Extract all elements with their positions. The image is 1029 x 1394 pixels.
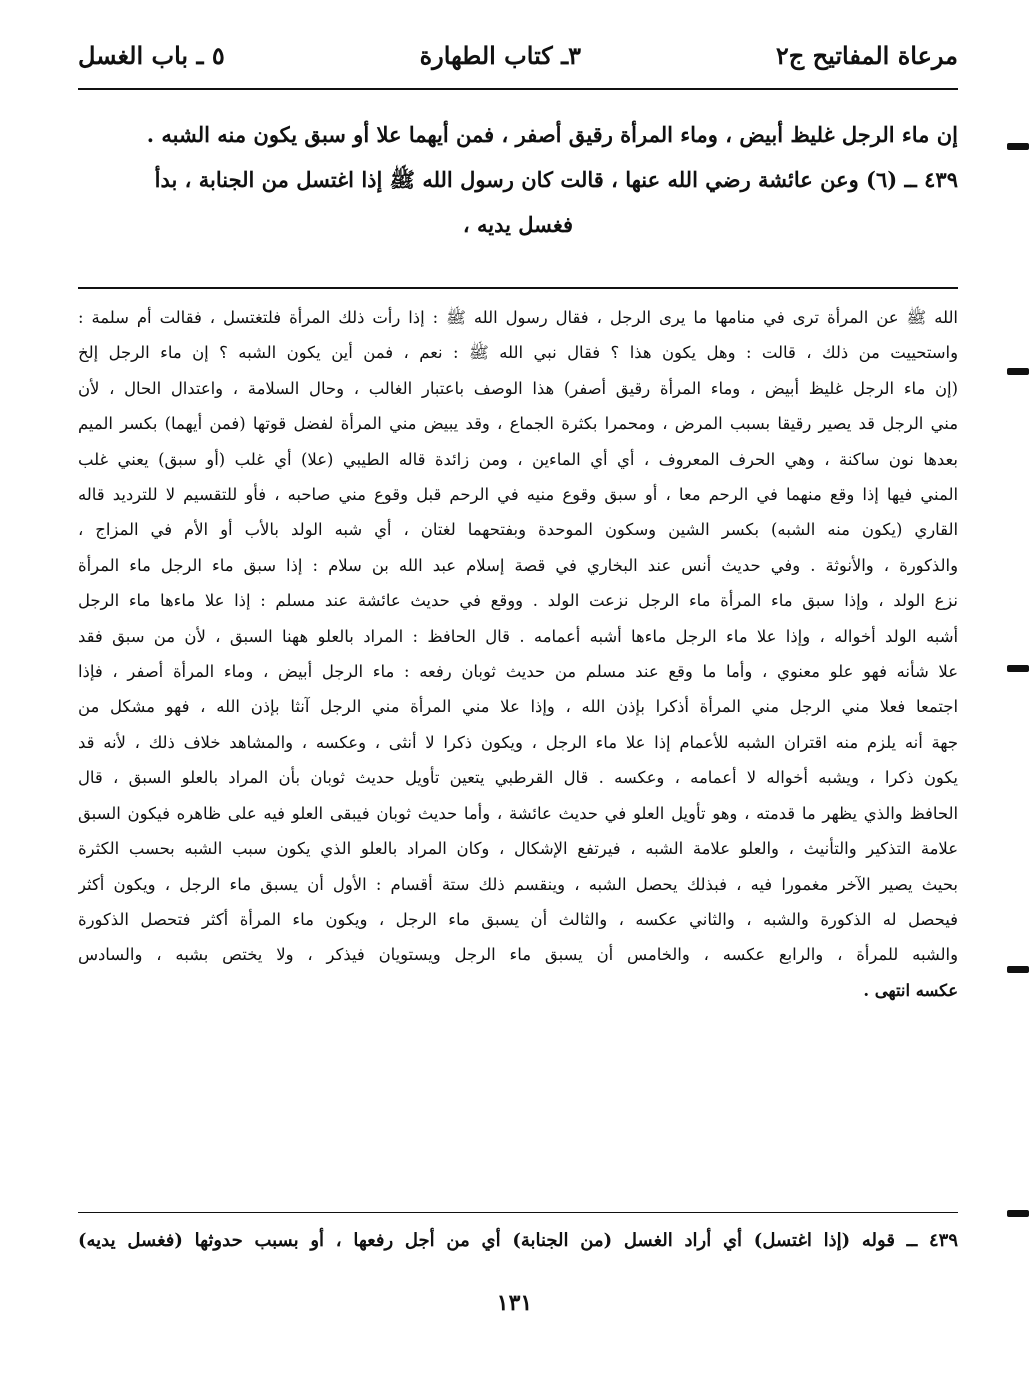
running-header	[78, 30, 958, 80]
commentary-line: المني فيها إذا وقع منهما في الرحم معا ، أو سبق وقوع منيه في الرحم قبل وقوع مني صاحبه ، فأو للتقسيم لا للترديد قاله	[78, 485, 958, 505]
commentary-line: علامة التذكير والتأنيث ، والعلو علامة الشبه ، فيرتفع الإشكال ، وكان المراد بالعلو الذي يكون سبب الشبه بحسب الكثرة	[78, 839, 958, 859]
scan-margin-mark	[1007, 665, 1029, 672]
commentary-line: مني الرجل قد يصير رقيقا بسبب المرض ، ومحمرا بكثرة الجماع ، وقد يبيض مني المرأة لفضل قوتها (فمن أيهما) بكسر الميم	[78, 414, 958, 434]
commentary-line: والشبه للمرأة ، والرابع عكسه ، والخامس أن يسبق ماء الرجل ويستويان فيذكر ، ولا يختص بشبه ، والسادس	[78, 945, 958, 965]
section-divider	[78, 287, 958, 289]
footnote-divider	[78, 1212, 958, 1213]
commentary-line: فيحصل له الذكورة والشبه ، والثاني عكسه ، والثالث أن يسبق ماء الرجل ، ويكون ماء المرأة أكثر فتحصل الذكورة	[78, 909, 958, 929]
commentary	[78, 300, 958, 1008]
hadith-line-1: إن ماء الرجل غليظ أبيض ، وماء المرأة رقيق أصفر ، فمن أيهما علا أو سبق يكون منه الشبه .	[146, 122, 958, 147]
page-number: ١٣١	[496, 1290, 533, 1316]
commentary-line: والذكورة ، والأنوثة . وفي حديث أنس عند البخاري في قصة إسلام عبد الله بن سلام : إذا سبق ماء الرجل ماء المرأة	[78, 555, 958, 575]
commentary-line: جهة أنه يلزم منه اقتران الشبه للأعمام إذا علا ماء الرجل ، ويكون ذكرا لا أنثى ، وعكسه ، والمشاهد خلاف ذلك ، لأنه قد	[78, 732, 958, 752]
commentary-line: القاري (يكون منه الشبه) بكسر الشين وسكون الموحدة وبفتحهما لغتان ، أي شبه الولد بالأب أو الأم في المزاج ،	[78, 520, 958, 540]
commentary-line: أشبه الولد أخواله ، وإذا علا ماء الرجل ماءها أشبه أعمامه . قال الحافظ : المراد بالعلو ههنا السبق ، لأن من سبق فقد	[78, 626, 958, 646]
hadith-line-3: فغسل يديه ،	[462, 212, 574, 237]
scan-margin-mark	[1007, 368, 1029, 375]
footnote: ٤٣٩ ــ قوله (إذا اغتسل) أي أراد الغسل (من الجنابة) أي من أجل رفعها ، أو بسبب حدوثها (فغسل يديه)	[78, 1230, 958, 1251]
scan-margin-mark	[1007, 1210, 1029, 1217]
chapter-title: ٥ ـ باب الغسل	[78, 40, 225, 70]
commentary-line: الله ﷺ عن المرأة ترى في منامها ما يرى الرجل ، فقال رسول الله ﷺ : إذا رأت ذلك المرأة فلتغتسل ، فقالت أم سلمة :	[78, 308, 958, 327]
commentary-line: بحيث يصير الآخر مغمورا فيه ، فبذلك يحصل الشبه ، وينقسم ذلك ستة أقسام : الأول أن يسبق ماء الرجل ، ويكون أكثر	[78, 874, 958, 894]
hadith-text	[78, 112, 958, 247]
commentary-line: الحافظ والذي يظهر ما قدمته ، وهو تأويل العلو في حديث عائشة ، وأما حديث ثوبان فيبقى العلو فيه على ظاهره فيكون السبق	[78, 803, 958, 823]
commentary-line: اجتمعا فعلا مني الرجل مني المرأة أذكرا بإذن الله ، وإذا علا مني المرأة مني الرجل آنثا بإذن الله ، فهو مشكل من	[78, 697, 958, 717]
book-title: مرعاة المفاتيح ج٢	[775, 40, 958, 70]
scan-margin-mark	[1007, 966, 1029, 973]
scan-margin-mark	[1007, 143, 1029, 150]
commentary-line: (إن ماء الرجل غليظ أبيض ، وماء المرأة رقيق أصفر) هذا الوصف باعتبار الغالب ، وحال السلامة ، واعتدال الحال ، لأن	[78, 378, 958, 398]
commentary-line: علا شأنه فهو علو معنوي ، وأما ما وقع عند مسلم من حديث ثوبان رفعه : ماء الرجل أبيض ، وماء المرأة أصفر ، فإذا	[78, 662, 958, 682]
commentary-line: عكسه انتهى .	[863, 980, 958, 1000]
commentary-line: يكون ذكرا ، ويشبه أخواله لا أعمامه ، وعكسه . قال القرطبي يتعين تأويل حديث ثوبان بأن المراد بالعلو السبق ، قال	[78, 768, 958, 788]
book-section: ٣ـ كتاب الطهارة	[419, 40, 582, 70]
hadith-line-2: ٤٣٩ ــ (٦) وعن عائشة رضي الله عنها ، قالت كان رسول الله ﷺ إذا اغتسل من الجنابة ، بدأ	[154, 167, 958, 192]
commentary-line: واستحييت من ذلك ، قالت : وهل يكون هذا ؟ فقال نبي الله ﷺ : نعم ، فمن أين يكون الشبه ؟ إن ماء الرجل إلخ	[78, 343, 958, 363]
commentary-line: بعدها نون ساكنة ، وهي الحرف المعروف ، أي أي الماءين ، ومن زائدة قاله الطيبي (علا) أي غلب (أو سبق) يعني غلب	[78, 449, 958, 469]
commentary-line: نزع الولد ، وإذا سبق ماء المرأة ماء الرجل نزعت الولد . ووقع في حديث عائشة عند مسلم : إذا علا ماءها ماء الرجل	[78, 591, 958, 611]
header-rule	[78, 88, 958, 90]
